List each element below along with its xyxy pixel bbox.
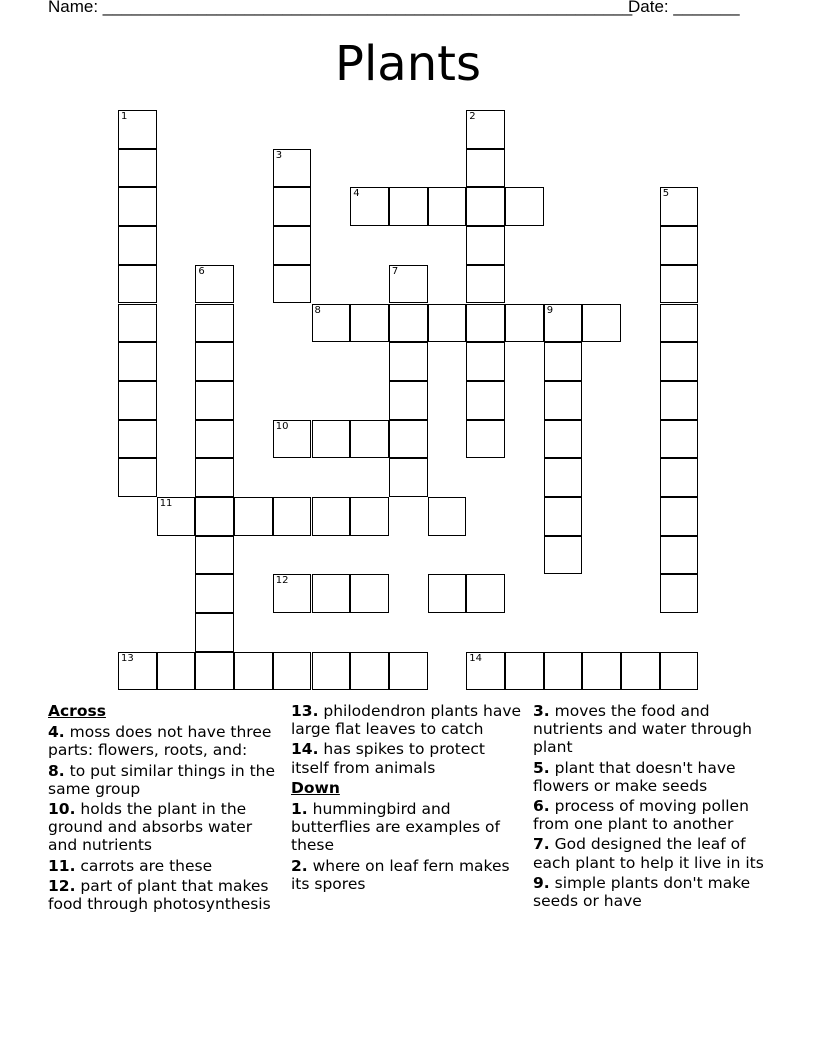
clue-number: 1. xyxy=(291,800,308,819)
grid-cell[interactable] xyxy=(544,381,583,420)
grid-cell[interactable] xyxy=(389,304,428,343)
grid-cell[interactable] xyxy=(118,265,157,304)
grid-cell[interactable] xyxy=(350,652,389,691)
grid-cell[interactable] xyxy=(273,187,312,226)
grid-cell[interactable] xyxy=(466,574,505,613)
clues-column-2 xyxy=(291,702,523,895)
grid-cell[interactable] xyxy=(660,381,699,420)
grid-cell[interactable] xyxy=(273,574,312,613)
clue-number-label: 10 xyxy=(275,420,289,432)
clue-number-label: 11 xyxy=(159,498,173,509)
clue-number: 2. xyxy=(291,856,308,875)
grid-cell[interactable] xyxy=(466,420,505,459)
grid-cell[interactable] xyxy=(118,458,157,497)
clue-text: part of plant that makes food through photosynthesis xyxy=(48,876,271,914)
grid-cell[interactable] xyxy=(428,187,467,226)
page-title: Plants xyxy=(335,36,481,92)
down-heading: Down xyxy=(291,778,340,797)
grid-cell[interactable] xyxy=(118,342,157,381)
clue-number-label: 8 xyxy=(314,304,321,316)
clue-number: 7. xyxy=(533,835,550,854)
grid-cell[interactable] xyxy=(466,226,505,265)
grid-cell[interactable] xyxy=(660,458,699,497)
clue-number-label: 6 xyxy=(198,265,205,277)
grid-cell[interactable] xyxy=(312,420,351,459)
grid-cell[interactable] xyxy=(195,304,234,343)
clue-text: holds the plant in the ground and absorbs water and nutrients xyxy=(48,800,253,855)
grid-cell[interactable] xyxy=(118,304,157,343)
clue-across-12 xyxy=(48,877,280,913)
grid-cell[interactable] xyxy=(195,265,234,304)
grid-cell[interactable] xyxy=(466,381,505,420)
grid-cell[interactable] xyxy=(118,149,157,188)
clue-number: 14. xyxy=(291,740,319,759)
clue-number-label: 4 xyxy=(353,188,360,200)
grid-cell[interactable] xyxy=(195,381,234,420)
clue-number: 13. xyxy=(291,702,319,720)
clue-down-1 xyxy=(291,800,523,855)
grid-cell[interactable] xyxy=(389,265,428,304)
grid-cell[interactable] xyxy=(582,304,621,343)
grid-cell[interactable] xyxy=(466,187,505,226)
clue-down-2 xyxy=(291,857,523,893)
grid-cell[interactable] xyxy=(660,342,699,381)
grid-cell[interactable] xyxy=(505,187,544,226)
grid-cell[interactable] xyxy=(389,342,428,381)
clue-number-label: 2 xyxy=(469,111,476,122)
clue-number: 11. xyxy=(48,856,76,875)
grid-cell[interactable] xyxy=(466,652,505,691)
grid-cell[interactable] xyxy=(389,187,428,226)
clue-text: simple plants don't make seeds or have xyxy=(533,873,751,911)
grid-cell[interactable] xyxy=(273,265,312,304)
grid-cell[interactable] xyxy=(544,497,583,536)
grid-cell[interactable] xyxy=(428,497,467,536)
grid-cell[interactable] xyxy=(389,652,428,691)
grid-cell[interactable] xyxy=(544,304,583,343)
clue-number-label: 13 xyxy=(121,652,134,664)
clue-text: process of moving pollen from one plant to another xyxy=(533,797,749,834)
grid-cell[interactable] xyxy=(195,342,234,381)
grid-cell[interactable] xyxy=(195,652,234,691)
clue-across-14 xyxy=(291,740,523,776)
clue-number-label: 12 xyxy=(275,575,289,587)
clue-number: 9. xyxy=(533,873,550,892)
grid-cell[interactable] xyxy=(312,497,351,536)
clue-text: where on leaf fern makes its spores xyxy=(291,856,510,893)
grid-cell[interactable] xyxy=(195,458,234,497)
grid-cell[interactable] xyxy=(544,342,583,381)
clue-number-label: 7 xyxy=(391,265,399,277)
clue-text: has spikes to protect itself from animals xyxy=(291,740,485,777)
grid-cell[interactable] xyxy=(234,497,273,536)
grid-cell[interactable] xyxy=(195,574,234,613)
clue-across-8 xyxy=(48,762,280,798)
clue-text: hummingbird and butterflies are examples of these xyxy=(291,800,500,855)
grid-cell[interactable] xyxy=(350,497,389,536)
clue-text: moves the food and nutrients and water through plant xyxy=(533,702,752,757)
grid-cell[interactable] xyxy=(234,652,273,691)
clue-across-13 xyxy=(291,702,523,738)
name-field[interactable]: Name: ________________________________________________________ xyxy=(48,0,633,16)
grid-cell[interactable] xyxy=(350,304,389,343)
grid-cell[interactable] xyxy=(118,226,157,265)
grid-cell[interactable] xyxy=(466,304,505,343)
grid-cell[interactable] xyxy=(157,652,196,691)
grid-cell[interactable] xyxy=(118,381,157,420)
grid-cell[interactable] xyxy=(544,652,583,691)
grid-cell[interactable] xyxy=(312,652,351,691)
grid-cell[interactable] xyxy=(505,652,544,691)
grid-cell[interactable] xyxy=(660,265,699,304)
grid-cell[interactable] xyxy=(195,613,234,652)
clue-number: 3. xyxy=(533,702,550,720)
grid-cell[interactable] xyxy=(544,420,583,459)
grid-cell[interactable] xyxy=(118,652,157,691)
clue-text: plant that doesn't have flowers or make seeds xyxy=(533,758,736,795)
grid-cell[interactable] xyxy=(660,574,699,613)
grid-cell[interactable] xyxy=(621,652,660,691)
grid-cell[interactable] xyxy=(273,226,312,265)
grid-cell[interactable] xyxy=(312,574,351,613)
grid-cell[interactable] xyxy=(350,574,389,613)
clue-number: 12. xyxy=(48,876,76,895)
grid-cell[interactable] xyxy=(389,381,428,420)
grid-cell[interactable] xyxy=(428,304,467,343)
grid-cell[interactable] xyxy=(273,149,312,188)
clue-number: 5. xyxy=(533,758,550,777)
grid-cell[interactable] xyxy=(157,497,196,536)
clue-number-label: 14 xyxy=(469,652,483,664)
across-heading: Across xyxy=(48,702,106,720)
grid-cell[interactable] xyxy=(660,304,699,343)
grid-cell[interactable] xyxy=(195,536,234,575)
clue-number-label: 3 xyxy=(275,149,283,161)
clue-number-label: 9 xyxy=(546,304,554,316)
grid-cell[interactable] xyxy=(273,497,312,536)
clue-across-4 xyxy=(48,723,280,759)
grid-cell[interactable] xyxy=(350,187,389,226)
grid-cell[interactable] xyxy=(428,574,467,613)
grid-cell[interactable] xyxy=(660,226,699,265)
clue-number: 6. xyxy=(533,797,550,816)
grid-cell[interactable] xyxy=(660,536,699,575)
grid-cell[interactable] xyxy=(466,149,505,188)
clue-down-3 xyxy=(533,702,773,757)
grid-cell[interactable] xyxy=(660,652,699,691)
clue-text: moss does not have three parts: flowers, roots, and: xyxy=(48,723,272,760)
grid-cell[interactable] xyxy=(118,187,157,226)
clue-down-9 xyxy=(533,874,773,910)
clue-number-label: 5 xyxy=(662,188,670,200)
clues-column-1 xyxy=(48,702,280,915)
grid-cell[interactable] xyxy=(389,458,428,497)
grid-cell[interactable] xyxy=(195,497,234,536)
grid-cell[interactable] xyxy=(660,420,699,459)
grid-cell[interactable] xyxy=(118,420,157,459)
clue-down-5 xyxy=(533,759,773,795)
clue-number: 10. xyxy=(48,800,76,819)
grid-cell[interactable] xyxy=(544,536,583,575)
clue-text: carrots are these xyxy=(75,856,213,875)
grid-cell[interactable] xyxy=(118,110,157,149)
grid-cell[interactable] xyxy=(466,110,505,149)
grid-cell[interactable] xyxy=(466,342,505,381)
clue-text: to put similar things in the same group xyxy=(48,761,276,798)
grid-cell[interactable] xyxy=(505,304,544,343)
clue-number: 4. xyxy=(48,723,65,742)
clue-number-label: 1 xyxy=(121,111,128,122)
clue-across-11 xyxy=(48,857,280,875)
grid-cell[interactable] xyxy=(195,420,234,459)
grid-cell[interactable] xyxy=(273,652,312,691)
clue-down-6 xyxy=(533,797,773,833)
clue-text: God designed the leaf of each plant to help it live in its xyxy=(533,835,764,872)
grid-cell[interactable] xyxy=(312,304,351,343)
grid-cell[interactable] xyxy=(660,497,699,536)
clue-down-7 xyxy=(533,835,773,871)
grid-cell[interactable] xyxy=(466,265,505,304)
date-field[interactable]: Date: _______ xyxy=(628,0,740,16)
clue-number: 8. xyxy=(48,761,65,780)
grid-cell[interactable] xyxy=(389,420,428,459)
grid-cell[interactable] xyxy=(350,420,389,459)
grid-cell[interactable] xyxy=(660,187,699,226)
clues-column-3 xyxy=(533,702,773,912)
grid-cell[interactable] xyxy=(544,458,583,497)
clue-text: philodendron plants have large flat leaves to catch xyxy=(291,702,522,739)
grid-cell[interactable] xyxy=(582,652,621,691)
clue-across-10 xyxy=(48,800,280,855)
grid-cell[interactable] xyxy=(273,420,312,459)
